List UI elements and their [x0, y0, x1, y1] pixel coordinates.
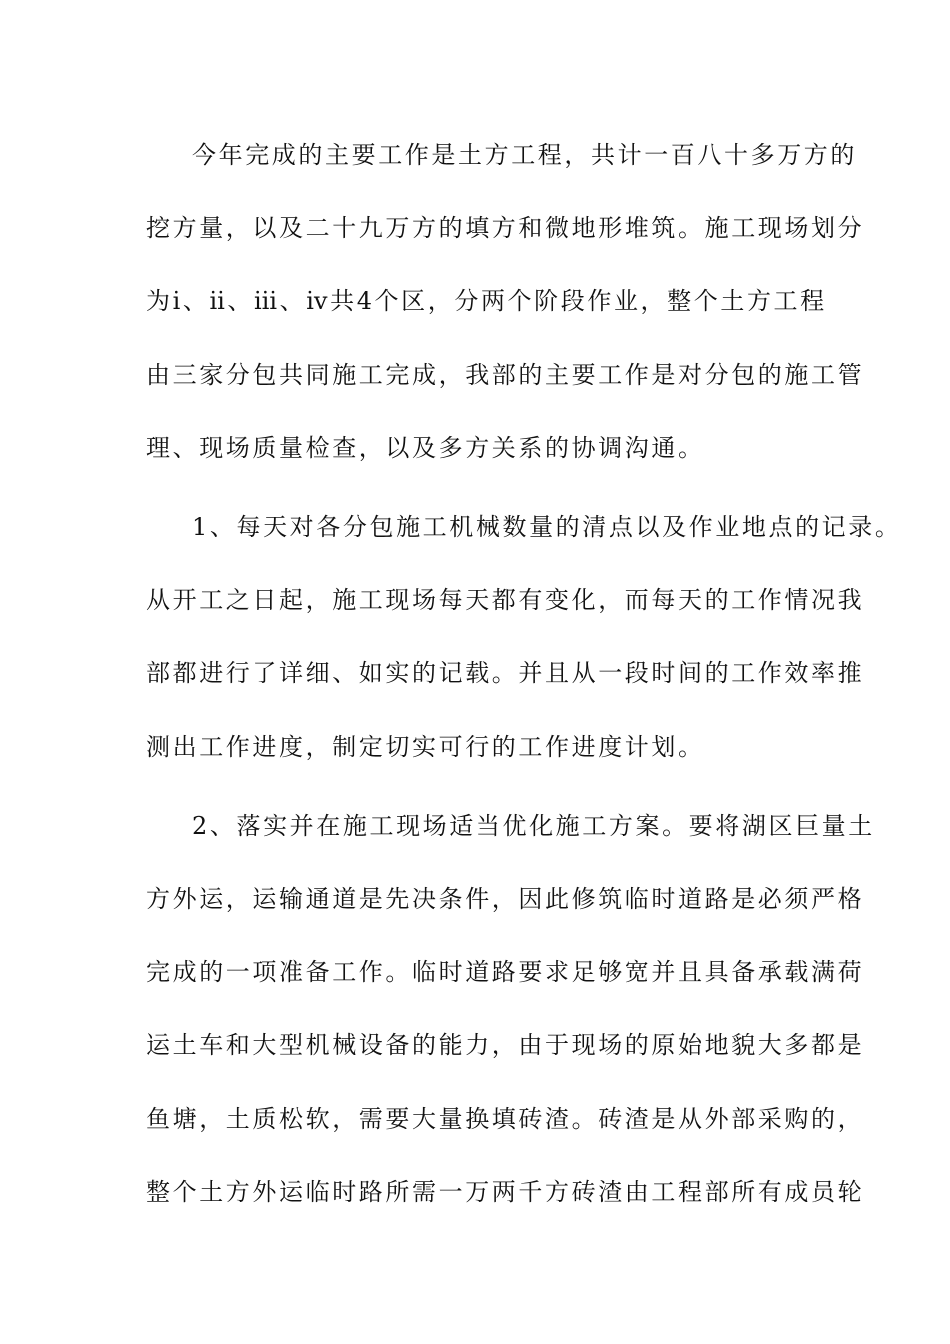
paragraph-3-line-6: 整个土方外运临时路所需一万两千方砖渣由工程部所有成员轮	[146, 1178, 865, 1206]
paragraph-2-line-1: 1、每天对各分包施工机械数量的清点以及作业地点的记录。	[192, 513, 902, 541]
paragraph-3-line-2: 方外运，运输通道是先决条件，因此修筑临时道路是必须严格	[146, 885, 865, 913]
paragraph-3-line-1: 2、落实并在施工现场适当优化施工方案。要将湖区巨量土	[192, 812, 875, 840]
paragraph-2-line-2: 从开工之日起，施工现场每天都有变化，而每天的工作情况我	[146, 586, 865, 614]
paragraph-1-line-1: 今年完成的主要工作是土方工程，共计一百八十多万方的	[192, 141, 857, 169]
paragraph-3-line-3: 完成的一项准备工作。临时道路要求足够宽并且具备承载满荷	[146, 958, 865, 986]
paragraph-2-line-3: 部都进行了详细、如实的记载。并且从一段时间的工作效率推	[146, 659, 865, 687]
paragraph-1-line-3: 为ⅰ、ⅱ、ⅲ、ⅳ共4个区，分两个阶段作业，整个土方工程	[146, 287, 827, 315]
paragraph-1-line-5: 理、现场质量检查，以及多方关系的协调沟通。	[146, 434, 705, 462]
paragraph-3-line-4: 运土车和大型机械设备的能力，由于现场的原始地貌大多都是	[146, 1031, 865, 1059]
paragraph-1-line-2: 挖方量，以及二十九万方的填方和微地形堆筑。施工现场划分	[146, 214, 865, 242]
paragraph-2-line-4: 测出工作进度，制定切实可行的工作进度计划。	[146, 733, 705, 761]
paragraph-3-line-5: 鱼塘，土质松软，需要大量换填砖渣。砖渣是从外部采购的，	[146, 1105, 865, 1133]
paragraph-1-line-4: 由三家分包共同施工完成，我部的主要工作是对分包的施工管	[146, 361, 865, 389]
